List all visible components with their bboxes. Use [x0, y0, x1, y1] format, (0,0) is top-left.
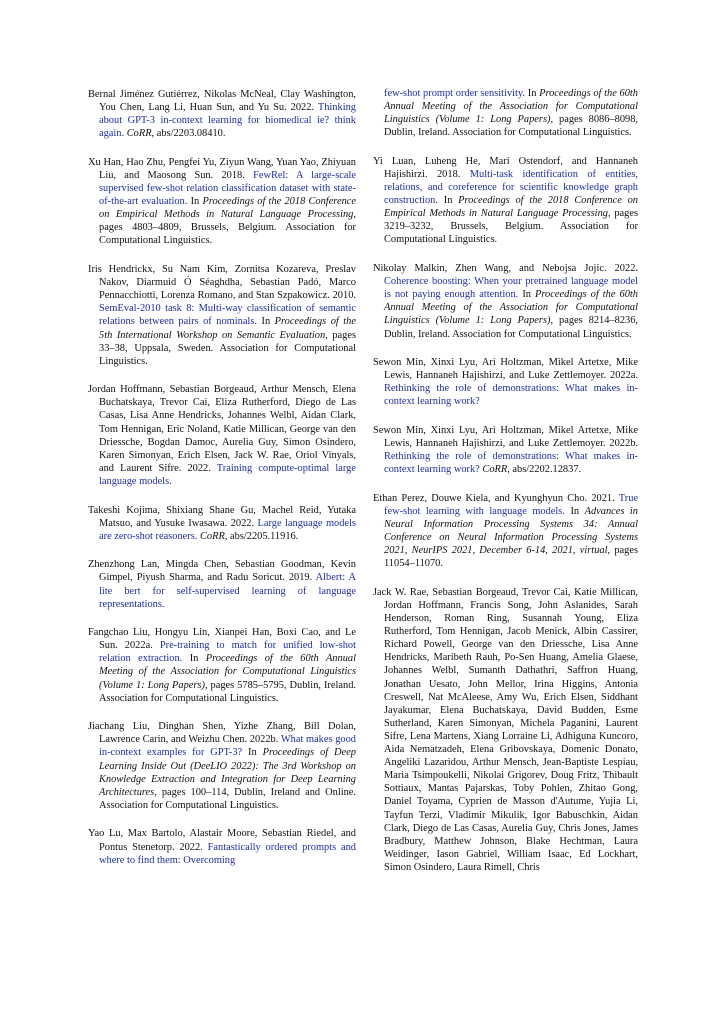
reference-venue: Proceedings of the 5th International Workshop on Semantic Evaluation: [99, 316, 356, 341]
reference-title-link[interactable]: What makes good in-context examples for GPT-3?: [99, 734, 356, 759]
reference-authors-year: Sewon Min, Xinxi Lyu, Ari Holtzman, Mikel Artetxe, Mike Lewis, Hannaneh Hajishirzi, and Luke Zettlemoyer. 2022a.: [373, 357, 638, 382]
reference-authors-year: Iris Hendrickx, Su Nam Kim, Zornitsa Kozareva, Preslav Nakov, Diarmuid Ó Séaghdha, Sebastian Padó, Marco Pennacchiotti, Lorenza Romano, and Stan Szpakowicz. 2010.: [88, 264, 356, 302]
reference-title-link[interactable]: Albert: A lite bert for self-supervised learning of language representations.: [99, 572, 357, 610]
reference-entry: [88, 263, 356, 368]
reference-details: , pages 8086–8098, Dublin, Ireland. Association for Computational Linguistics.: [384, 114, 638, 139]
reference-in: In: [190, 196, 200, 208]
reference-title-link[interactable]: Training compute-optimal large language models.: [99, 462, 356, 487]
references-left-column: [88, 88, 356, 882]
reference-authors-year: Jordan Hoffmann, Sebastian Borgeaud, Arthur Mensch, Elena Buchatskaya, Trevor Cai, Eliza Rutherford, Diego de Las Casas, Lisa Anne Hendricks, Johannes Welbl, Aidan Clark, Tom Hennigan, Eric Noland, Katie Millican, George van den Driessche, Bogdan Damoc, Aurelia Guy, Simon Osindero, Karen Simonyan, Erich Elsen, Jack W. Rae, Oriol Vinyals, and Laurent Sifre. 2022.: [88, 384, 356, 474]
reference-in: In: [527, 88, 537, 99]
reference-details: , abs/2203.08410.: [151, 128, 226, 140]
reference-details: , pages 100–114, Dublin, Ireland and Online. Association for Computational Linguistics.: [99, 786, 356, 811]
reference-authors-year: Fangchao Liu, Hongyu Lin, Xianpei Han, Boxi Cao, and Le Sun. 2022a.: [88, 627, 356, 652]
reference-entry: [88, 88, 356, 140]
reference-entry: [88, 558, 356, 610]
reference-venue: CoRR: [482, 464, 508, 476]
reference-authors-year: Yi Luan, Luheng He, Mari Ostendorf, and Hannaneh Hajishirzi. 2018.: [373, 155, 638, 180]
reference-in: In: [261, 316, 271, 328]
reference-authors-year: Xu Han, Hao Zhu, Pengfei Yu, Ziyun Wang, Yuan Yao, Zhiyuan Liu, and Maosong Sun. 2018.: [88, 156, 356, 181]
reference-entry: [373, 586, 638, 874]
reference-in: In: [248, 747, 257, 759]
reference-entry: [373, 424, 638, 476]
reference-authors-year: Bernal Jiménez Gutiérrez, Nikolas McNeal, Clay Washington, You Chen, Lang Li, Huan Sun, and Yu Su. 2022.: [88, 89, 356, 114]
reference-authors-year: Yao Lu, Max Bartolo, Alastair Moore, Sebastian Riedel, and Pontus Stenetorp. 2022.: [88, 828, 356, 853]
reference-entry: [88, 626, 356, 705]
reference-authors-year: Zhenzhong Lan, Mingda Chen, Sebastian Goodman, Kevin Gimpel, Piyush Sharma, and Radu Soricut. 2019.: [88, 559, 356, 584]
reference-title-link[interactable]: Rethinking the role of demonstrations: What makes in-context learning work?: [384, 451, 638, 476]
reference-details: , pages 3219–3232, Brussels, Belgium. Association for Computational Linguistics.: [384, 208, 638, 246]
reference-venue: CoRR: [199, 530, 225, 542]
reference-title-link[interactable]: SemEval-2010 task 8: Multi-way classification of semantic relations between pairs of nominals.: [99, 303, 356, 328]
reference-venue: Proceedings of the 2018 Conference on Empirical Methods in Natural Language Processing: [99, 196, 356, 221]
reference-details: , abs/2205.11916.: [224, 530, 299, 542]
reference-in: In: [570, 505, 580, 517]
reference-authors-year: Jack W. Rae, Sebastian Borgeaud, Trevor Cai, Katie Millican, Jordan Hoffmann, Francis Song, John Aslanides, Sarah Henderson, Roman Ring, Susannah Young, Eliza Rutherford, Tom Hennigan, Jacob Menick, Albin Cassirer, Richard Powell, George van den Driessche, Lisa Anne Hendricks, Maribeth Rauh, Po-Sen Huang, Amelia Glaese, Johannes Welbl, Sumanth Dathathri, Saffron Huang, Jonathan Uesato, John Mellor, Irina Higgins, Antonia Creswell, Nat McAleese, Amy Wu, Erich Elsen, Siddhant Jayakumar, Elena Buchatskaya, David Budden, Esme Sutherland, Karen Simonyan, Michela Paganini, Laurent Sifre, Lena Martens, Xiang Lorraine Li, Adhiguna Kuncoro, Aida Nematzadeh, Elena Gribovskaya, Domenic Donato, Angeliki Lazaridou, Arthur Mensch, Jean-Baptiste Lespiau, Maria Tsimpoukelli, Nikolai Grigorev, Doug Fritz, Thibault Sottiaux, Mantas Pajarskas, Toby Pohlen, Zhitao Gong, Daniel Toyama, Cyprien de Masson d'Autume, Yujia Li, Tayfun Terzi, Vladimir Mikulik, Igor Babuschkin, Aidan Clark, Diego de Las Casas, Aurelia Guy, Chris Jones, James Bradbury, Matthew Johnson, Blake Hechtman, Laura Weidinger, Iason Gabriel, William Isaac, Ed Lockhart, Simon Osindero, Laura Rimell, Chris: [373, 586, 638, 873]
reference-entry: [88, 156, 356, 248]
reference-venue: CoRR: [126, 128, 152, 140]
reference-venue: Proceedings of the 60th Annual Meeting of the Association for Computational Linguistics (Volume 1: Long Papers): [384, 289, 638, 327]
reference-entry: [88, 720, 356, 812]
reference-entry: [373, 262, 638, 341]
reference-in: In: [189, 653, 199, 665]
reference-authors-year: Sewon Min, Xinxi Lyu, Ari Holtzman, Mikel Artetxe, Mike Lewis, Hannaneh Hajishirzi, and Luke Zettlemoyer. 2022b.: [373, 424, 638, 450]
reference-details: , pages 5785–5795, Dublin, Ireland. Association for Computational Linguistics.: [99, 679, 356, 704]
reference-title-link[interactable]: FewRel: A large-scale supervised few-shot relation classification dataset with state-of-the-art evaluation.: [99, 169, 356, 208]
reference-authors-year: Takeshi Kojima, Shixiang Shane Gu, Machel Reid, Yutaka Matsuo, and Yusuke Iwasawa. 2022.: [88, 504, 356, 529]
reference-in: In: [443, 195, 453, 207]
reference-authors-year: Ethan Perez, Douwe Kiela, and Kyunghyun Cho. 2021.: [373, 492, 615, 504]
references-right-column: [373, 87, 638, 889]
reference-title-link[interactable]: Thinking about GPT-3 in-context learning for biomedical ie? think again.: [99, 102, 356, 140]
reference-details: , pages 4803–4809, Brussels, Belgium. Association for Computational Linguistics.: [99, 209, 356, 247]
reference-venue: Proceedings of the 2018 Conference on Empirical Methods in Natural Language Processing: [384, 195, 638, 220]
reference-entry: [88, 827, 356, 866]
reference-entry: [88, 504, 356, 543]
reference-title-link[interactable]: few-shot prompt order sensitivity.: [384, 88, 526, 99]
reference-details: , abs/2202.12837.: [507, 464, 582, 476]
reference-venue: Advances in Neural Information Processing Systems 34: Annual Conference on Neural Information Processing Systems 2021, NeurIPS 2021, December 6-14, 2021, virtual: [384, 505, 638, 557]
reference-entry: [88, 383, 356, 488]
reference-authors-year: Nikolay Malkin, Zhen Wang, and Nebojsa Jojic. 2022.: [373, 263, 638, 275]
reference-venue: Proceedings of the 60th Annual Meeting of the Association for Computational Linguistics (Volume 1: Long Papers): [99, 653, 356, 691]
reference-authors-year: Jiachang Liu, Dinghan Shen, Yizhe Zhang, Bill Dolan, Lawrence Carin, and Weizhu Chen. 2022b.: [88, 721, 356, 746]
reference-entry-continued: [373, 87, 638, 139]
reference-venue: Proceedings of Deep Learning Inside Out (DeeLIO 2022): The 3rd Workshop on Knowledge Extraction and Integration for Deep Learning Architectures: [99, 747, 356, 798]
reference-venue: Proceedings of the 60th Annual Meeting of the Association for Computational Linguistics (Volume 1: Long Papers): [384, 88, 638, 126]
reference-entry: [373, 155, 638, 247]
reference-title-link[interactable]: Rethinking the role of demonstrations: What makes in-context learning work?: [384, 383, 638, 408]
reference-entry: [373, 356, 638, 408]
reference-title-link[interactable]: Fantastically ordered prompts and where to find them: Overcoming: [99, 841, 356, 866]
reference-entry: [373, 492, 638, 571]
reference-title-link[interactable]: True few-shot learning with language models.: [384, 492, 638, 517]
reference-details: , pages 8214–8236, Dublin, Ireland. Association for Computational Linguistics.: [384, 315, 638, 340]
reference-details: , pages 11054–11070.: [384, 545, 638, 570]
reference-title-link[interactable]: Multi-task identification of entities, relations, and coreference for scientific knowledge graph construction.: [384, 168, 638, 207]
reference-details: , pages 33–38, Uppsala, Sweden. Association for Computational Linguistics.: [99, 329, 357, 367]
reference-title-link[interactable]: Coherence boosting: When your pretrained language model is not paying enough attention.: [384, 276, 638, 301]
reference-title-link[interactable]: Pre-training to match for unified low-shot relation extraction.: [99, 640, 356, 665]
reference-in: In: [522, 289, 531, 301]
reference-title-link[interactable]: Large language models are zero-shot reasoners.: [99, 517, 356, 542]
